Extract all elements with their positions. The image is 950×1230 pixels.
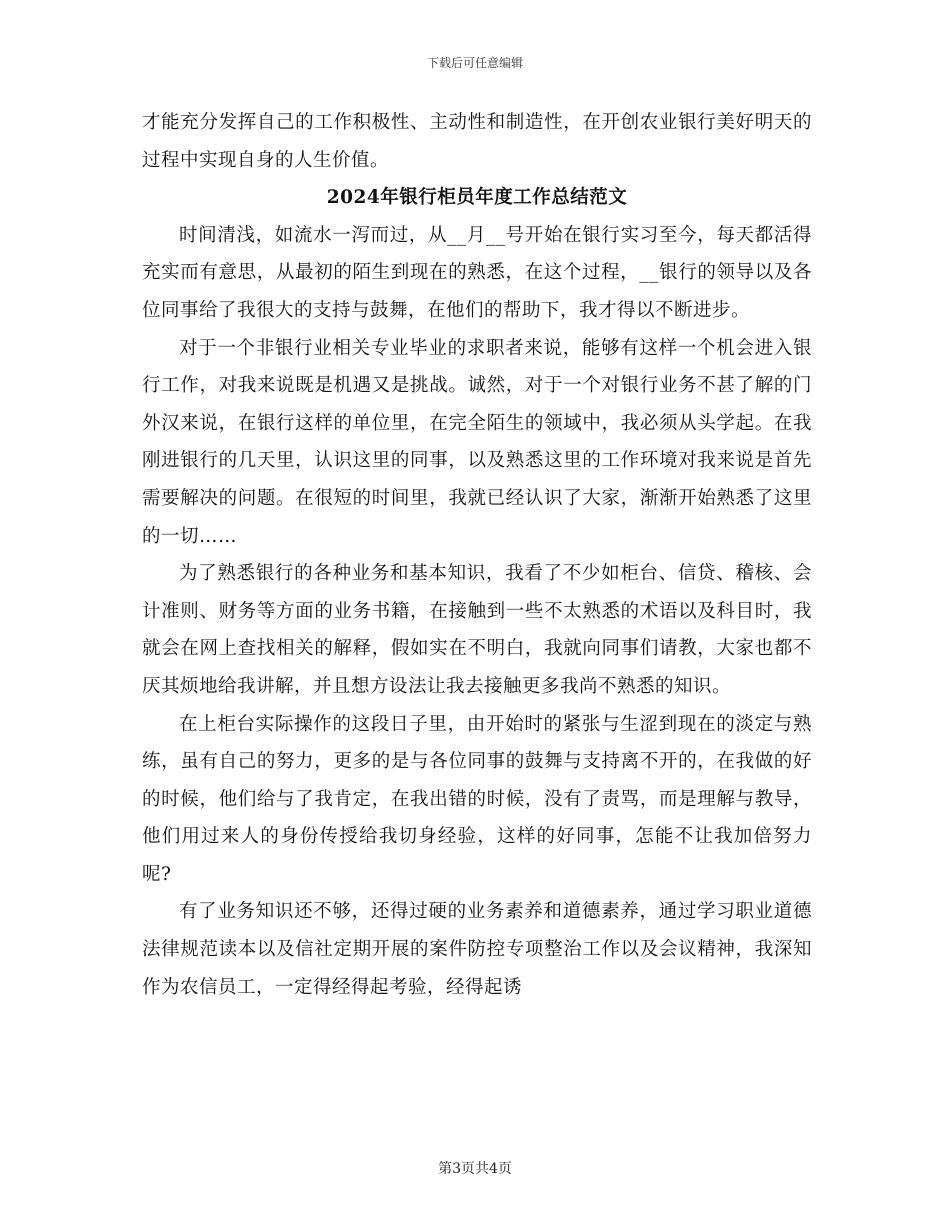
paragraph-4: 在上柜台实际操作的这段日子里，由开始时的紧张与生涩到现在的淡定与熟练，虽有自己的努力，更多的是与各位同事的鼓舞与支持离不开的，在我做的好的时候，他们给与了我肯定，在我出错的时候，没有了责骂，而是理解与教导，他们用过来人的身份传授给我切身经验，这样的好同事，怎能不让我加倍努力呢?	[142, 713, 812, 885]
continuation-paragraph: 才能充分发挥自己的工作积极性、主动性和制造性，在开创农业银行美好明天的过程中实现自身的人生价值。	[142, 112, 812, 171]
paragraph-5: 有了业务知识还不够，还得过硬的业务素养和道德素养，通过学习职业道德法律规范读本以及信社定期开展的案件防控专项整治工作以及会议精神，我深知作为农信员工，一定得经得起考验，经得起诱	[142, 901, 812, 998]
paragraph-1: 时间清浅，如流水一泻而过，从__月__号开始在银行实习至今，每天都活得充实而有意思，从最初的陌生到现在的熟悉，在这个过程，__银行的领导以及各位同事给了我很大的支持与鼓舞，在他们的帮助下，我才得以不断进步。	[142, 224, 812, 321]
document-title: 2024年银行柜员年度工作总结范文	[326, 187, 628, 209]
page-header-note: 下载后可任意编辑	[426, 56, 523, 70]
page-number: 第3页共4页	[438, 1161, 512, 1177]
paragraph-3: 为了熟悉银行的各种业务和基本知识，我看了不少如柜台、信贷、稽核、会计准则、财务等方面的业务书籍，在接触到一些不太熟悉的术语以及科目时，我就会在网上查找相关的解释，假如实在不明白，我就向同事们请教，大家也都不厌其烦地给我讲解，并且想方设法让我去接触更多我尚不熟悉的知识。	[142, 563, 812, 697]
paragraph-2: 对于一个非银行业相关专业毕业的求职者来说，能够有这样一个机会进入银行工作，对我来说既是机遇又是挑战。诚然，对于一个对银行业务不甚了解的门外汉来说，在银行这样的单位里，在完全陌生的领域中，我必须从头学起。在我刚进银行的几天里，认识这里的同事，以及熟悉这里的工作环境对我来说是首先需要解决的问题。在很短的时间里，我就已经认识了大家，渐渐开始熟悉了这里的一切……	[142, 337, 812, 547]
document-body	[142, 104, 812, 1006]
